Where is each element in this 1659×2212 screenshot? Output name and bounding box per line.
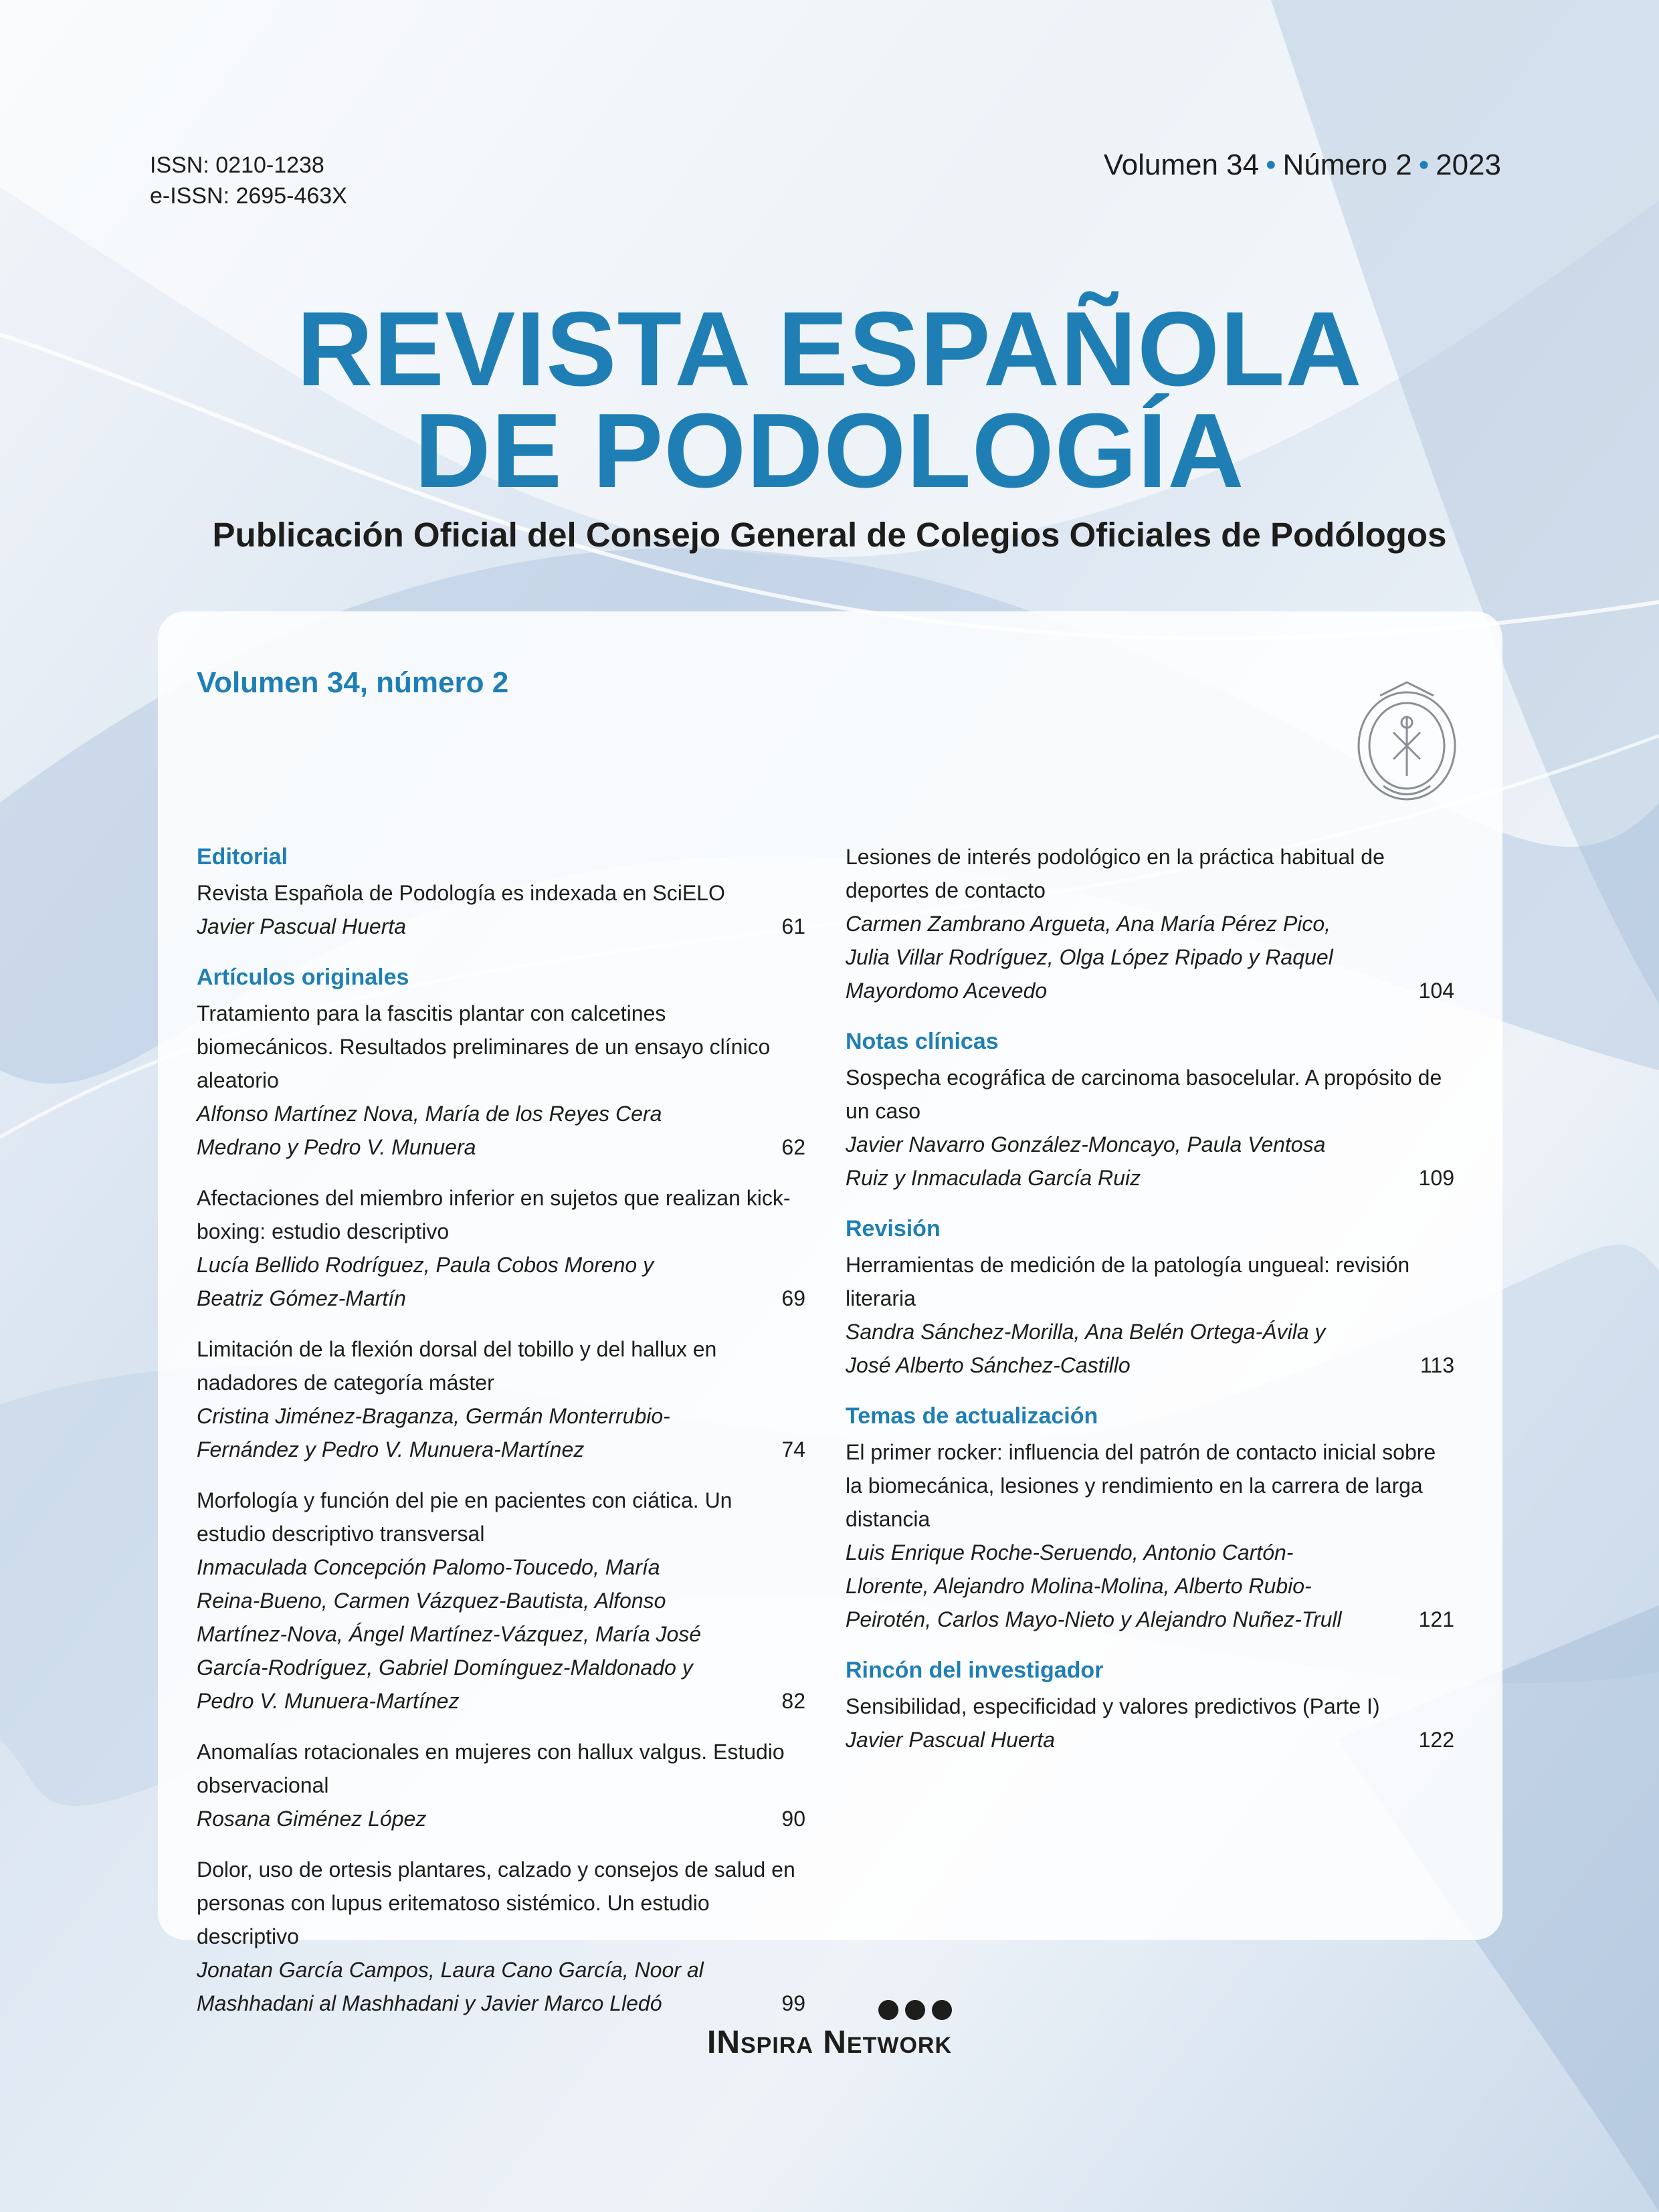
article-authors bbox=[846, 1315, 1454, 1382]
article-title: Sensibilidad, especificidad y valores predictivos (Parte I) bbox=[846, 1694, 1380, 1718]
journal-title-line2: DE PODOLOGÍA bbox=[414, 392, 1245, 510]
article-authors-text: Alfonso Martínez Nova, María de los Reyes Cera Medrano y Pedro V. Munuera bbox=[197, 1102, 662, 1159]
article-authors bbox=[846, 1128, 1454, 1195]
article-authors-text: Luis Enrique Roche-Seruendo, Antonio Cartón-Llorente, Alejandro Molina-Molina, Alberto Rubio-Peirotén, Carlos Mayo-Nieto y Alejandro Nuñez-Trull bbox=[846, 1540, 1342, 1631]
journal-subtitle: Publicación Oficial del Consejo General de Colegios Oficiales de Podólogos bbox=[212, 516, 1447, 554]
article-entry bbox=[197, 1853, 805, 2020]
article-entry bbox=[846, 1061, 1454, 1195]
article-authors bbox=[197, 1399, 805, 1466]
section-title: Editorial bbox=[197, 844, 288, 870]
journal-title-line1: REVISTA ESPAÑOLA bbox=[296, 290, 1363, 408]
article-authors bbox=[846, 1536, 1454, 1636]
article-page: 104 bbox=[1418, 979, 1454, 1003]
publisher-logo bbox=[0, 2000, 1659, 2061]
contents-section bbox=[846, 1653, 1454, 1756]
article-page: 61 bbox=[781, 914, 805, 938]
issn: ISSN: 0210-1238 bbox=[150, 153, 324, 178]
article-entry bbox=[197, 1484, 805, 1718]
article-title: Anomalías rotacionales en mujeres con hallux valgus. Estudio observacional bbox=[197, 1740, 785, 1797]
section-title: Temas de actualización bbox=[846, 1403, 1098, 1429]
separator-dot: • bbox=[1266, 148, 1276, 181]
contents-section bbox=[197, 840, 805, 943]
article-authors-text: Javier Navarro González-Moncayo, Paula Ventosa Ruiz y Inmaculada García Ruiz bbox=[846, 1132, 1326, 1190]
article-page: 90 bbox=[781, 1807, 805, 1831]
article-authors-text: Inmaculada Concepción Palomo-Toucedo, María Reina-Bueno, Carmen Vázquez-Bautista, Alfonso Martínez-Nova, Ángel Martínez-Vázquez, María José García-Rodríguez, Gabriel Domínguez-Maldonado y Pedro V. Munuera-Martínez bbox=[197, 1555, 702, 1713]
article-title: Lesiones de interés podológico en la práctica habitual de deportes de contacto bbox=[846, 845, 1385, 902]
contents-left-column bbox=[197, 840, 805, 2037]
article-page: 62 bbox=[781, 1135, 805, 1159]
article-page: 122 bbox=[1418, 1728, 1454, 1752]
issn-block bbox=[150, 150, 347, 211]
article-authors bbox=[197, 1248, 805, 1315]
article-authors-text: Jonatan García Campos, Laura Cano García, Noor al Mashhadani al Mashhadani y Javier Marco Lledó bbox=[197, 1958, 704, 2015]
article-authors-text: Cristina Jiménez-Braganza, Germán Monterrubio-Fernández y Pedro V. Munuera-Martínez bbox=[197, 1404, 670, 1462]
article-authors bbox=[197, 1802, 805, 1835]
article-authors-text: Rosana Giménez López bbox=[197, 1807, 427, 1831]
contents-section bbox=[846, 840, 1454, 1007]
issue-number: Número 2 bbox=[1282, 148, 1412, 181]
article-entry bbox=[846, 1690, 1454, 1756]
article-authors-text: Carmen Zambrano Argueta, Ana María Pérez Pico, Julia Villar Rodríguez, Olga López Ripado y Raquel Mayordomo Acevedo bbox=[846, 912, 1333, 1003]
contents-section bbox=[846, 1212, 1454, 1382]
article-title: Revista Española de Podología es indexada en SciELO bbox=[197, 881, 725, 905]
article-page: 69 bbox=[781, 1286, 805, 1310]
article-authors-text: Javier Pascual Huerta bbox=[197, 914, 407, 938]
article-entry bbox=[197, 1735, 805, 1835]
article-authors bbox=[197, 1097, 805, 1164]
contents-section bbox=[846, 1025, 1454, 1195]
article-entry bbox=[197, 876, 805, 943]
council-seal-icon bbox=[1343, 669, 1470, 809]
article-title: Sospecha ecográfica de carcinoma basocelular. A propósito de un caso bbox=[846, 1066, 1442, 1123]
contents-section bbox=[846, 1399, 1454, 1636]
article-title: Limitación de la flexión dorsal del tobillo y del hallux en nadadores de categoría máster bbox=[197, 1337, 717, 1395]
article-page: 99 bbox=[781, 1991, 805, 2015]
article-authors-text: Lucía Bellido Rodríguez, Paula Cobos Moreno y Beatriz Gómez-Martín bbox=[197, 1253, 654, 1310]
article-page: 109 bbox=[1418, 1166, 1454, 1190]
issue-info bbox=[1104, 148, 1501, 182]
contents-volume-label: Volumen 34, número 2 bbox=[197, 666, 509, 699]
article-entry bbox=[846, 1248, 1454, 1382]
issue-volume: Volumen 34 bbox=[1103, 148, 1260, 181]
article-authors-text: Javier Pascual Huerta bbox=[846, 1728, 1056, 1752]
article-entry bbox=[846, 840, 1454, 1007]
article-entry bbox=[197, 1181, 805, 1315]
article-title: Tratamiento para la fascitis plantar con calcetines biomecánicos. Resultados preliminares de un ensayo clínico aleatorio bbox=[197, 1001, 771, 1092]
contents-right-column bbox=[846, 840, 1454, 1774]
issue-year: 2023 bbox=[1436, 148, 1501, 181]
article-authors bbox=[197, 910, 805, 943]
article-entry bbox=[197, 997, 805, 1164]
article-entry bbox=[846, 1435, 1454, 1636]
section-title: Notas clínicas bbox=[846, 1029, 999, 1054]
article-page: 82 bbox=[781, 1689, 805, 1713]
separator-dot: • bbox=[1418, 148, 1430, 181]
section-title: Artículos originales bbox=[197, 965, 409, 990]
article-page: 121 bbox=[1418, 1607, 1454, 1631]
article-title: El primer rocker: influencia del patrón de contacto inicial sobre la biomecánica, lesiones y rendimiento en la carrera de larga distancia bbox=[846, 1440, 1436, 1531]
article-title: Morfología y función del pie en pacientes con ciática. Un estudio descriptivo transversal bbox=[197, 1488, 733, 1546]
section-title: Revisión bbox=[846, 1216, 941, 1241]
article-title: Herramientas de medición de la patología ungueal: revisión literaria bbox=[846, 1253, 1410, 1310]
publisher-name: INspira Network bbox=[707, 2025, 952, 2060]
eissn: e-ISSN: 2695-463X bbox=[150, 183, 347, 209]
section-title: Rincón del investigador bbox=[846, 1657, 1104, 1683]
contents-section bbox=[197, 961, 805, 2020]
article-authors bbox=[846, 907, 1454, 1007]
article-page: 113 bbox=[1420, 1353, 1454, 1377]
article-title: Afectaciones del miembro inferior en sujetos que realizan kick-boxing: estudio descriptivo bbox=[197, 1186, 791, 1243]
article-authors bbox=[846, 1723, 1454, 1756]
article-authors bbox=[197, 1550, 805, 1718]
article-entry bbox=[197, 1332, 805, 1466]
article-title: Dolor, uso de ortesis plantares, calzado y consejos de salud en personas con lupus eritematoso sistémico. Un estudio descriptivo bbox=[197, 1857, 795, 1948]
article-authors-text: Sandra Sánchez-Morilla, Ana Belén Ortega-Ávila y José Alberto Sánchez-Castillo bbox=[846, 1320, 1326, 1377]
article-page: 74 bbox=[781, 1437, 805, 1462]
publisher-logo-dots-icon bbox=[171, 2000, 1659, 2020]
